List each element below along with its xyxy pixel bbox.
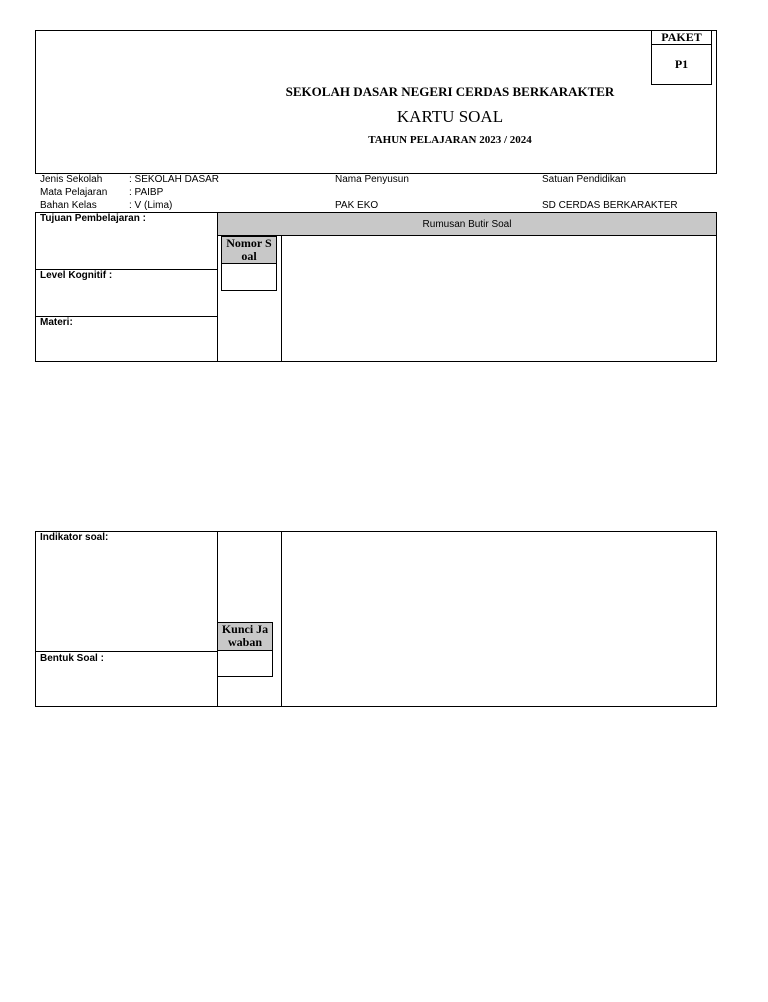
satuan-pendidikan-value: SD CERDAS BERKARAKTER [542,200,678,211]
jenis-sekolah-value: : SEKOLAH DASAR [129,174,220,185]
level-kognitif-label: Level Kognitif : [40,270,113,281]
nomor-soal-line2: oal [241,249,257,263]
nomor-soal-value-box [221,263,277,291]
mata-pelajaran-label: Mata Pelajaran [40,187,108,198]
bahan-kelas-value: : V (Lima) [129,200,173,211]
card-header-frame [35,30,717,174]
jenis-sekolah-label: Jenis Sekolah [40,174,103,185]
bentuk-soal-label: Bentuk Soal : [40,653,104,664]
satuan-pendidikan-label: Satuan Pendidikan [542,174,626,185]
school-year: TAHUN PELAJARAN 2023 / 2024 [368,134,532,146]
mata-pelajaran-value: : PAIBP [129,187,164,198]
kunci-jawaban-header [217,622,273,651]
card1-mid-divider [281,236,282,362]
materi-label: Materi: [40,317,73,328]
card2-frame [35,531,717,707]
kunci-jawaban-line2: waban [227,635,262,649]
nomor-soal-line1: Nomor S [226,236,272,250]
rumusan-butir-soal-header: Rumusan Butir Soal [218,212,717,236]
nama-penyusun-label: Nama Penyusun [335,174,409,185]
page-title: KARTU SOAL [396,107,504,126]
kunci-jawaban-value-box [217,650,273,677]
bahan-kelas-label: Bahan Kelas [40,200,97,211]
paket-label: PAKET [651,30,712,45]
card2-left-divider [217,531,218,707]
kunci-jawaban-line1: Kunci Ja [221,622,269,636]
card2-mid-divider [281,531,282,707]
tujuan-pembelajaran-label: Tujuan Pembelajaran : [40,213,146,224]
indikator-soal-label: Indikator soal: [40,532,109,543]
nama-penyusun-value: PAK EKO [335,200,379,211]
nomor-soal-header [221,236,277,264]
paket-value: P1 [651,44,712,85]
school-name: SEKOLAH DASAR NEGERI CERDAS BERKARAKTER [285,84,615,99]
